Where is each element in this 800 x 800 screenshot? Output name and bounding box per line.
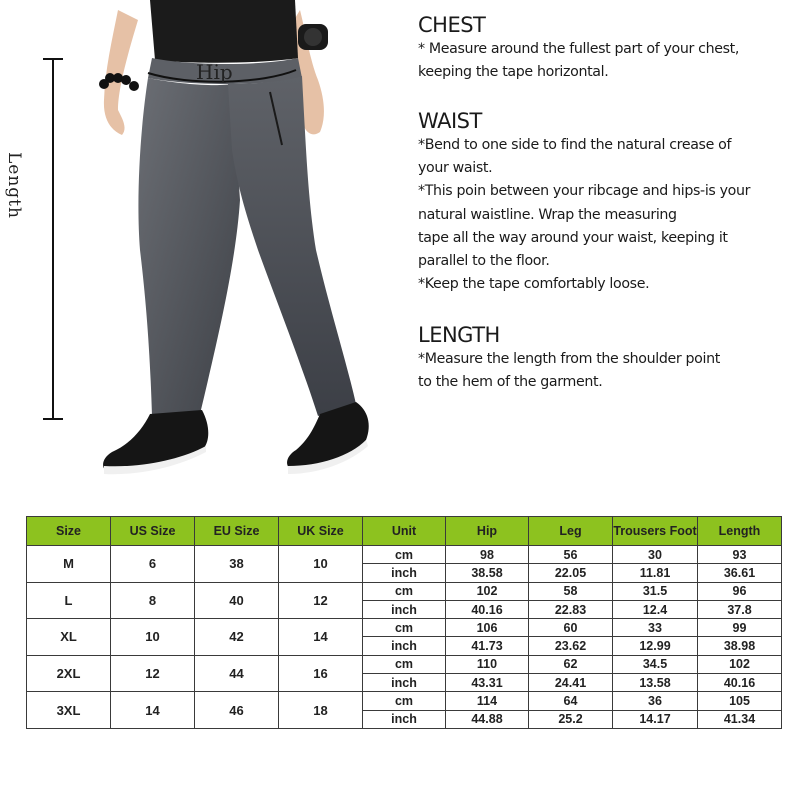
length-section [418, 322, 793, 394]
trousers-foot-cell: 12.4 [613, 600, 698, 618]
length-measure-bar [43, 59, 63, 419]
trousers-foot-cell: 36 [613, 692, 698, 710]
length-cell: 105 [698, 692, 782, 710]
header-unit: Unit [363, 517, 446, 546]
waist-line: *This poin between your ribcage and hips-is your [418, 183, 751, 200]
header-length: Length [698, 517, 782, 546]
trousers-foot-cell: 30 [613, 546, 698, 564]
leg-cell: 22.05 [529, 564, 613, 582]
length-cell: 40.16 [698, 674, 782, 692]
unit-cell: inch [363, 564, 446, 582]
unit-cell: cm [363, 619, 446, 637]
chest-title: CHEST [418, 13, 486, 37]
unit-cell: inch [363, 637, 446, 655]
trousers-foot-cell: 14.17 [613, 710, 698, 728]
eu-size-cell: 38 [195, 546, 279, 583]
length-cell: 38.98 [698, 637, 782, 655]
header-eu-size: EU Size [195, 517, 279, 546]
length-cell: 99 [698, 619, 782, 637]
size-chart-table [26, 516, 782, 729]
hip-cell: 114 [446, 692, 529, 710]
trousers-foot-cell: 12.99 [613, 637, 698, 655]
header-leg: Leg [529, 517, 613, 546]
uk-size-cell: 14 [279, 619, 363, 656]
us-size-cell: 14 [111, 692, 195, 729]
eu-size-cell: 44 [195, 655, 279, 692]
waist-section [418, 108, 793, 296]
hip-cell: 110 [446, 655, 529, 673]
length-cell: 41.34 [698, 710, 782, 728]
length-cell: 37.8 [698, 600, 782, 618]
table-row [27, 692, 782, 710]
unit-cell: inch [363, 674, 446, 692]
size-cell: XL [27, 619, 111, 656]
leg-cell: 62 [529, 655, 613, 673]
unit-cell: cm [363, 655, 446, 673]
waist-line: *Bend to one side to find the natural crease of [418, 137, 732, 153]
header-size: Size [27, 517, 111, 546]
header-uk-size: UK Size [279, 517, 363, 546]
hip-cell: 38.58 [446, 564, 529, 582]
length-label: Length [4, 152, 24, 219]
table-header-row [27, 517, 782, 546]
chest-line: * Measure around the fullest part of your chest, [418, 41, 740, 57]
leg-cell: 58 [529, 582, 613, 600]
hip-label: Hip [196, 60, 233, 84]
header-hip: Hip [446, 517, 529, 546]
header-trousers-foot: Trousers Foot [613, 517, 698, 546]
size-cell: M [27, 546, 111, 583]
leg-cell: 24.41 [529, 674, 613, 692]
table-row [27, 546, 782, 564]
size-cell: L [27, 582, 111, 619]
size-cell: 2XL [27, 655, 111, 692]
uk-size-cell: 10 [279, 546, 363, 583]
length-line: *Measure the length from the shoulder point [418, 351, 720, 367]
hip-cell: 98 [446, 546, 529, 564]
trousers-foot-cell: 31.5 [613, 582, 698, 600]
unit-cell: cm [363, 546, 446, 564]
chest-line: keeping the tape horizontal. [418, 64, 609, 81]
waist-title: WAIST [418, 109, 482, 133]
product-photo [0, 0, 410, 500]
leg-cell: 23.62 [529, 637, 613, 655]
hip-cell: 43.31 [446, 674, 529, 692]
header-us-size: US Size [111, 517, 195, 546]
waist-line: natural waistline. Wrap the measuring [418, 206, 677, 223]
leg-cell: 22.83 [529, 600, 613, 618]
trousers-foot-cell: 33 [613, 619, 698, 637]
us-size-cell: 8 [111, 582, 195, 619]
waist-line: *Keep the tape comfortably loose. [418, 276, 650, 293]
eu-size-cell: 46 [195, 692, 279, 729]
length-cell: 93 [698, 546, 782, 564]
unit-cell: cm [363, 692, 446, 710]
waist-line: tape all the way around your waist, keeping it [418, 229, 728, 246]
us-size-cell: 6 [111, 546, 195, 583]
waist-line: parallel to the floor. [418, 253, 550, 270]
unit-cell: inch [363, 710, 446, 728]
us-size-cell: 12 [111, 655, 195, 692]
uk-size-cell: 18 [279, 692, 363, 729]
hip-cell: 44.88 [446, 710, 529, 728]
table-row [27, 655, 782, 673]
chest-section [418, 12, 793, 84]
length-cell: 102 [698, 655, 782, 673]
length-cell: 96 [698, 582, 782, 600]
hip-cell: 102 [446, 582, 529, 600]
trousers-foot-cell: 34.5 [613, 655, 698, 673]
leg-cell: 60 [529, 619, 613, 637]
hip-cell: 106 [446, 619, 529, 637]
length-cell: 36.61 [698, 564, 782, 582]
uk-size-cell: 12 [279, 582, 363, 619]
size-cell: 3XL [27, 692, 111, 729]
unit-cell: inch [363, 600, 446, 618]
table-row [27, 619, 782, 637]
leg-cell: 56 [529, 546, 613, 564]
hip-cell: 41.73 [446, 637, 529, 655]
uk-size-cell: 16 [279, 655, 363, 692]
length-line: to the hem of the garment. [418, 374, 603, 391]
trousers-foot-cell: 13.58 [613, 674, 698, 692]
eu-size-cell: 40 [195, 582, 279, 619]
waist-line: your waist. [418, 160, 493, 177]
us-size-cell: 10 [111, 619, 195, 656]
table-row [27, 582, 782, 600]
unit-cell: cm [363, 582, 446, 600]
leg-cell: 64 [529, 692, 613, 710]
leg-cell: 25.2 [529, 710, 613, 728]
length-title: LENGTH [418, 323, 500, 347]
trousers-foot-cell: 11.81 [613, 564, 698, 582]
eu-size-cell: 42 [195, 619, 279, 656]
hip-cell: 40.16 [446, 600, 529, 618]
